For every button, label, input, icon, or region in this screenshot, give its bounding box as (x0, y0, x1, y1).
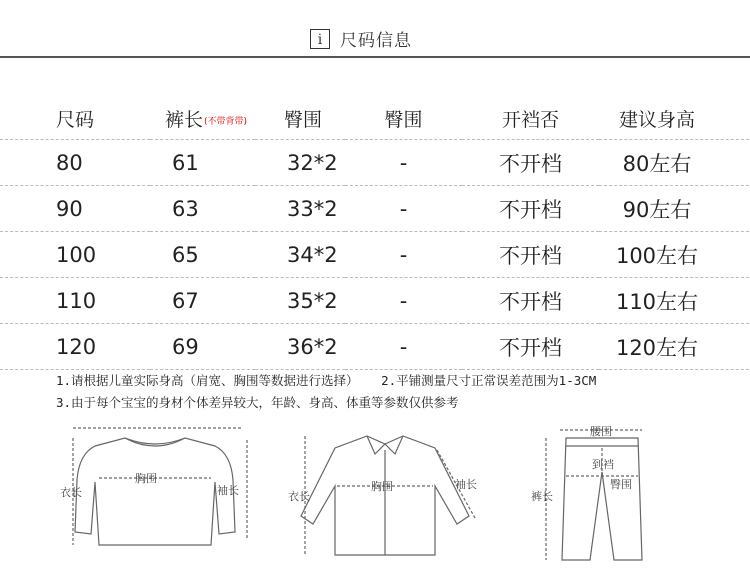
shirt-chest-label: 胸围 (371, 480, 393, 493)
cell-length: 63 (150, 186, 255, 232)
col-header-hip-2: 臀围 (345, 97, 462, 140)
pants-crotch-label: 到裆 (592, 458, 614, 471)
cell-hip-1: 36*2 (255, 324, 345, 370)
info-icon: i (310, 29, 330, 49)
table-row (0, 140, 750, 186)
shirt-sleeve-label: 袖长 (455, 478, 477, 491)
table-row (0, 232, 750, 278)
cell-length: 67 (150, 278, 255, 324)
cell-hip-2: - (345, 232, 462, 278)
col-header-open-crotch: 开裆否 (462, 97, 599, 140)
note-line-1: 1.请根据儿童实际身高（肩宽、胸围等数据进行选择） 2.平铺测量尺寸正常误差范围为1-3CM (56, 373, 597, 388)
cell-open-crotch: 不开档 (462, 186, 599, 232)
cell-height: 100左右 (599, 232, 750, 278)
col-header-height: 建议身高 (599, 97, 750, 140)
section-header (0, 0, 750, 60)
col-header-pants-length-label: 裤长 (165, 108, 204, 131)
table-header-row (0, 97, 750, 140)
cell-open-crotch: 不开档 (462, 140, 599, 186)
cell-hip-2: - (345, 278, 462, 324)
col-header-pants-length-note: (不带背带) (204, 116, 248, 127)
section-title: 尺码信息 (340, 31, 412, 51)
cell-size: 90 (0, 186, 150, 232)
cell-height: 110左右 (599, 278, 750, 324)
cell-size: 100 (0, 232, 150, 278)
cell-hip-1: 34*2 (255, 232, 345, 278)
sweater-measure-diagram (55, 420, 255, 570)
cell-size: 120 (0, 324, 150, 370)
sweater-sleeve-label: 袖长 (217, 484, 239, 497)
header-title-group (310, 26, 412, 51)
cell-open-crotch: 不开档 (462, 278, 599, 324)
cell-size: 80 (0, 140, 150, 186)
table-row (0, 324, 750, 370)
cell-hip-1: 33*2 (255, 186, 345, 232)
cell-length: 69 (150, 324, 255, 370)
cell-size: 110 (0, 278, 150, 324)
pants-measure-diagram (530, 420, 660, 570)
table-row (0, 278, 750, 324)
size-notes (56, 370, 596, 414)
cell-height: 90左右 (599, 186, 750, 232)
cell-open-crotch: 不开档 (462, 232, 599, 278)
sweater-length-label: 衣长 (60, 486, 82, 499)
sweater-chest-label: 胸围 (135, 472, 157, 485)
col-header-size: 尺码 (0, 97, 150, 140)
size-table (0, 97, 750, 370)
cell-length: 65 (150, 232, 255, 278)
cell-hip-2: - (345, 140, 462, 186)
pants-waist-label: 腰围 (590, 425, 612, 438)
cell-hip-1: 35*2 (255, 278, 345, 324)
col-header-hip-1: 臀围 (255, 97, 345, 140)
cell-height: 120左右 (599, 324, 750, 370)
col-header-pants-length (150, 97, 255, 140)
pants-length-label: 裤长 (531, 490, 553, 503)
note-line-2: 3.由于每个宝宝的身材个体差异较大，年龄、身高、体重等参数仅供参考 (56, 395, 459, 410)
shirt-length-label: 衣长 (288, 490, 310, 503)
pants-hip-label: 臀围 (610, 478, 632, 491)
cell-open-crotch: 不开档 (462, 324, 599, 370)
cell-length: 61 (150, 140, 255, 186)
cell-hip-2: - (345, 186, 462, 232)
table-row (0, 186, 750, 232)
cell-height: 80左右 (599, 140, 750, 186)
cell-hip-2: - (345, 324, 462, 370)
cell-hip-1: 32*2 (255, 140, 345, 186)
shirt-measure-diagram (285, 420, 485, 570)
header-divider (0, 56, 750, 58)
